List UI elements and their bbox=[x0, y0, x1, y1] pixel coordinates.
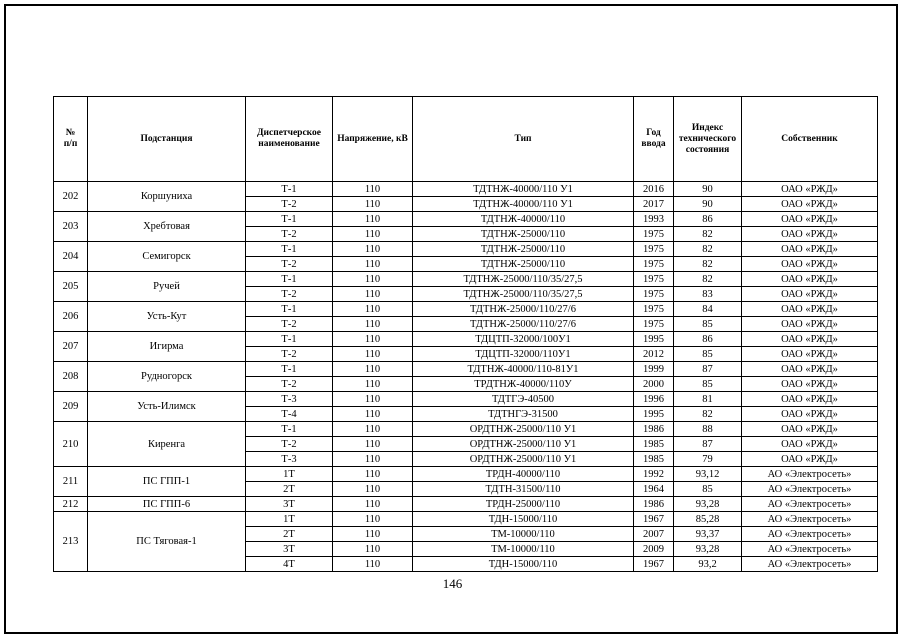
type-cell: ОРДТНЖ-25000/110 У1 bbox=[413, 422, 634, 437]
voltage-cell: 110 bbox=[333, 422, 413, 437]
condition-index-cell: 85 bbox=[674, 347, 742, 362]
condition-index-cell: 82 bbox=[674, 227, 742, 242]
table-row bbox=[54, 467, 878, 482]
row-number-cell: 205 bbox=[54, 272, 88, 302]
type-cell: ТДЦТП-32000/110У1 bbox=[413, 347, 634, 362]
row-number-cell: 207 bbox=[54, 332, 88, 362]
owner-cell: ОАО «РЖД» bbox=[742, 257, 878, 272]
year-cell: 1967 bbox=[634, 512, 674, 527]
row-number-cell: 208 bbox=[54, 362, 88, 392]
dispatch-name-cell: Т-1 bbox=[246, 182, 333, 197]
substation-name-cell: Усть-Илимск bbox=[88, 392, 246, 422]
condition-index-cell: 85,28 bbox=[674, 512, 742, 527]
year-cell: 1975 bbox=[634, 302, 674, 317]
dispatch-name-cell: Т-2 bbox=[246, 437, 333, 452]
owner-cell: ОАО «РЖД» bbox=[742, 452, 878, 467]
header-owner: Собственник bbox=[742, 97, 878, 182]
substation-name-cell: Игирма bbox=[88, 332, 246, 362]
owner-cell: ОАО «РЖД» bbox=[742, 392, 878, 407]
condition-index-cell: 85 bbox=[674, 377, 742, 392]
header-num: № п/п bbox=[54, 97, 88, 182]
header-voltage: Напряжение, кВ bbox=[333, 97, 413, 182]
type-cell: ТДТНЖ-25000/110/35/27,5 bbox=[413, 272, 634, 287]
type-cell: ТМ-10000/110 bbox=[413, 527, 634, 542]
year-cell: 1995 bbox=[634, 407, 674, 422]
owner-cell: ОАО «РЖД» bbox=[742, 182, 878, 197]
year-cell: 2017 bbox=[634, 197, 674, 212]
year-cell: 2007 bbox=[634, 527, 674, 542]
owner-cell: АО «Электросеть» bbox=[742, 482, 878, 497]
owner-cell: ОАО «РЖД» bbox=[742, 347, 878, 362]
owner-cell: ОАО «РЖД» bbox=[742, 407, 878, 422]
owner-cell: ОАО «РЖД» bbox=[742, 422, 878, 437]
owner-cell: ОАО «РЖД» bbox=[742, 332, 878, 347]
type-cell: ТДТНЖ-40000/110-81У1 bbox=[413, 362, 634, 377]
voltage-cell: 110 bbox=[333, 362, 413, 377]
table-header-row bbox=[54, 97, 878, 182]
year-cell: 1986 bbox=[634, 497, 674, 512]
dispatch-name-cell: Т-3 bbox=[246, 392, 333, 407]
condition-index-cell: 87 bbox=[674, 437, 742, 452]
substation-name-cell: Хребтовая bbox=[88, 212, 246, 242]
type-cell: ТДТНЖ-40000/110 У1 bbox=[413, 182, 634, 197]
substation-name-cell: Усть-Кут bbox=[88, 302, 246, 332]
header-substation: Подстанция bbox=[88, 97, 246, 182]
owner-cell: АО «Электросеть» bbox=[742, 557, 878, 572]
owner-cell: ОАО «РЖД» bbox=[742, 317, 878, 332]
owner-cell: ОАО «РЖД» bbox=[742, 212, 878, 227]
row-number-cell: 213 bbox=[54, 512, 88, 572]
condition-index-cell: 93,28 bbox=[674, 497, 742, 512]
page-number: 146 bbox=[442, 576, 463, 591]
table-row bbox=[54, 302, 878, 317]
substation-name-cell: ПС Тяговая-1 bbox=[88, 512, 246, 572]
condition-index-cell: 88 bbox=[674, 422, 742, 437]
type-cell: ТДТНЖ-25000/110 bbox=[413, 257, 634, 272]
voltage-cell: 110 bbox=[333, 377, 413, 392]
year-cell: 1999 bbox=[634, 362, 674, 377]
type-cell: ОРДТНЖ-25000/110 У1 bbox=[413, 437, 634, 452]
type-cell: ТРДТНЖ-40000/110У bbox=[413, 377, 634, 392]
condition-index-cell: 82 bbox=[674, 407, 742, 422]
condition-index-cell: 85 bbox=[674, 482, 742, 497]
row-number-cell: 206 bbox=[54, 302, 88, 332]
type-cell: ТДН-15000/110 bbox=[413, 557, 634, 572]
substation-name-cell: ПС ГПП-1 bbox=[88, 467, 246, 497]
year-cell: 2009 bbox=[634, 542, 674, 557]
dispatch-name-cell: 4Т bbox=[246, 557, 333, 572]
year-cell: 1967 bbox=[634, 557, 674, 572]
row-number-cell: 211 bbox=[54, 467, 88, 497]
year-cell: 1992 bbox=[634, 467, 674, 482]
header-year: Год ввода bbox=[634, 97, 674, 182]
voltage-cell: 110 bbox=[333, 332, 413, 347]
owner-cell: АО «Электросеть» bbox=[742, 467, 878, 482]
voltage-cell: 110 bbox=[333, 557, 413, 572]
owner-cell: ОАО «РЖД» bbox=[742, 302, 878, 317]
dispatch-name-cell: Т-2 bbox=[246, 227, 333, 242]
voltage-cell: 110 bbox=[333, 302, 413, 317]
year-cell: 1975 bbox=[634, 272, 674, 287]
dispatch-name-cell: Т-2 bbox=[246, 287, 333, 302]
condition-index-cell: 79 bbox=[674, 452, 742, 467]
dispatch-name-cell: Т-2 bbox=[246, 347, 333, 362]
table-row bbox=[54, 392, 878, 407]
voltage-cell: 110 bbox=[333, 512, 413, 527]
condition-index-cell: 83 bbox=[674, 287, 742, 302]
condition-index-cell: 82 bbox=[674, 257, 742, 272]
voltage-cell: 110 bbox=[333, 272, 413, 287]
table-row bbox=[54, 497, 878, 512]
table-row bbox=[54, 212, 878, 227]
condition-index-cell: 82 bbox=[674, 242, 742, 257]
owner-cell: АО «Электросеть» bbox=[742, 527, 878, 542]
owner-cell: ОАО «РЖД» bbox=[742, 242, 878, 257]
dispatch-name-cell: Т-4 bbox=[246, 407, 333, 422]
type-cell: ТДТНЖ-25000/110/27/6 bbox=[413, 317, 634, 332]
dispatch-name-cell: 3Т bbox=[246, 497, 333, 512]
type-cell: ТДТНЖ-40000/110 bbox=[413, 212, 634, 227]
condition-index-cell: 81 bbox=[674, 392, 742, 407]
voltage-cell: 110 bbox=[333, 287, 413, 302]
condition-index-cell: 86 bbox=[674, 212, 742, 227]
year-cell: 1964 bbox=[634, 482, 674, 497]
header-condition-index: Индекс технического состояния bbox=[674, 97, 742, 182]
condition-index-cell: 90 bbox=[674, 182, 742, 197]
row-number-cell: 210 bbox=[54, 422, 88, 467]
dispatch-name-cell: 2Т bbox=[246, 482, 333, 497]
voltage-cell: 110 bbox=[333, 407, 413, 422]
table-row bbox=[54, 362, 878, 377]
voltage-cell: 110 bbox=[333, 542, 413, 557]
owner-cell: ОАО «РЖД» bbox=[742, 227, 878, 242]
voltage-cell: 110 bbox=[333, 452, 413, 467]
year-cell: 1996 bbox=[634, 392, 674, 407]
type-cell: ТДЦТП-32000/100У1 bbox=[413, 332, 634, 347]
owner-cell: ОАО «РЖД» bbox=[742, 362, 878, 377]
owner-cell: АО «Электросеть» bbox=[742, 542, 878, 557]
substation-name-cell: Рудногорск bbox=[88, 362, 246, 392]
condition-index-cell: 86 bbox=[674, 332, 742, 347]
header-dispatch-name: Диспетчерское наименование bbox=[246, 97, 333, 182]
table-row bbox=[54, 332, 878, 347]
owner-cell: ОАО «РЖД» bbox=[742, 377, 878, 392]
table-row bbox=[54, 242, 878, 257]
type-cell: ТДН-15000/110 bbox=[413, 512, 634, 527]
type-cell: ТДТНГЭ-31500 bbox=[413, 407, 634, 422]
substation-name-cell: Коршуниха bbox=[88, 182, 246, 212]
substation-name-cell: Семигорск bbox=[88, 242, 246, 272]
dispatch-name-cell: Т-1 bbox=[246, 272, 333, 287]
condition-index-cell: 84 bbox=[674, 302, 742, 317]
year-cell: 1975 bbox=[634, 287, 674, 302]
dispatch-name-cell: Т-2 bbox=[246, 317, 333, 332]
year-cell: 2000 bbox=[634, 377, 674, 392]
dispatch-name-cell: Т-3 bbox=[246, 452, 333, 467]
dispatch-name-cell: Т-2 bbox=[246, 377, 333, 392]
dispatch-name-cell: Т-1 bbox=[246, 302, 333, 317]
year-cell: 1975 bbox=[634, 317, 674, 332]
condition-index-cell: 85 bbox=[674, 317, 742, 332]
dispatch-name-cell: Т-1 bbox=[246, 212, 333, 227]
dispatch-name-cell: Т-1 bbox=[246, 422, 333, 437]
owner-cell: ОАО «РЖД» bbox=[742, 197, 878, 212]
row-number-cell: 204 bbox=[54, 242, 88, 272]
table-body bbox=[54, 182, 878, 572]
condition-index-cell: 93,12 bbox=[674, 467, 742, 482]
voltage-cell: 110 bbox=[333, 347, 413, 362]
voltage-cell: 110 bbox=[333, 227, 413, 242]
voltage-cell: 110 bbox=[333, 482, 413, 497]
year-cell: 1993 bbox=[634, 212, 674, 227]
year-cell: 1986 bbox=[634, 422, 674, 437]
condition-index-cell: 87 bbox=[674, 362, 742, 377]
dispatch-name-cell: 3Т bbox=[246, 542, 333, 557]
year-cell: 1985 bbox=[634, 452, 674, 467]
year-cell: 1975 bbox=[634, 242, 674, 257]
header-type: Тип bbox=[413, 97, 634, 182]
row-number-cell: 202 bbox=[54, 182, 88, 212]
type-cell: ТДТНЖ-40000/110 У1 bbox=[413, 197, 634, 212]
row-number-cell: 203 bbox=[54, 212, 88, 242]
voltage-cell: 110 bbox=[333, 197, 413, 212]
voltage-cell: 110 bbox=[333, 242, 413, 257]
owner-cell: ОАО «РЖД» bbox=[742, 287, 878, 302]
year-cell: 2016 bbox=[634, 182, 674, 197]
voltage-cell: 110 bbox=[333, 527, 413, 542]
voltage-cell: 110 bbox=[333, 212, 413, 227]
table-row bbox=[54, 272, 878, 287]
substation-name-cell: Киренга bbox=[88, 422, 246, 467]
owner-cell: АО «Электросеть» bbox=[742, 512, 878, 527]
condition-index-cell: 93,37 bbox=[674, 527, 742, 542]
type-cell: ТДТНЖ-25000/110/35/27,5 bbox=[413, 287, 634, 302]
type-cell: ТДТНЖ-25000/110 bbox=[413, 227, 634, 242]
dispatch-name-cell: 1Т bbox=[246, 512, 333, 527]
type-cell: ТМ-10000/110 bbox=[413, 542, 634, 557]
table-row bbox=[54, 512, 878, 527]
type-cell: ОРДТНЖ-25000/110 У1 bbox=[413, 452, 634, 467]
substation-name-cell: ПС ГПП-6 bbox=[88, 497, 246, 512]
type-cell: ТДТН-31500/110 bbox=[413, 482, 634, 497]
condition-index-cell: 93,2 bbox=[674, 557, 742, 572]
year-cell: 1985 bbox=[634, 437, 674, 452]
year-cell: 1975 bbox=[634, 257, 674, 272]
table-row bbox=[54, 182, 878, 197]
dispatch-name-cell: Т-1 bbox=[246, 362, 333, 377]
condition-index-cell: 93,28 bbox=[674, 542, 742, 557]
substation-table bbox=[53, 96, 878, 572]
type-cell: ТДТГЭ-40500 bbox=[413, 392, 634, 407]
dispatch-name-cell: Т-1 bbox=[246, 332, 333, 347]
row-number-cell: 212 bbox=[54, 497, 88, 512]
voltage-cell: 110 bbox=[333, 467, 413, 482]
table-row bbox=[54, 422, 878, 437]
voltage-cell: 110 bbox=[333, 392, 413, 407]
dispatch-name-cell: Т-2 bbox=[246, 257, 333, 272]
voltage-cell: 110 bbox=[333, 497, 413, 512]
type-cell: ТРДН-40000/110 bbox=[413, 467, 634, 482]
year-cell: 1995 bbox=[634, 332, 674, 347]
dispatch-name-cell: Т-1 bbox=[246, 242, 333, 257]
owner-cell: АО «Электросеть» bbox=[742, 497, 878, 512]
condition-index-cell: 82 bbox=[674, 272, 742, 287]
type-cell: ТДТНЖ-25000/110 bbox=[413, 242, 634, 257]
owner-cell: ОАО «РЖД» bbox=[742, 272, 878, 287]
type-cell: ТДТНЖ-25000/110/27/6 bbox=[413, 302, 634, 317]
voltage-cell: 110 bbox=[333, 257, 413, 272]
year-cell: 2012 bbox=[634, 347, 674, 362]
type-cell: ТРДН-25000/110 bbox=[413, 497, 634, 512]
owner-cell: ОАО «РЖД» bbox=[742, 437, 878, 452]
condition-index-cell: 90 bbox=[674, 197, 742, 212]
voltage-cell: 110 bbox=[333, 182, 413, 197]
year-cell: 1975 bbox=[634, 227, 674, 242]
voltage-cell: 110 bbox=[333, 437, 413, 452]
row-number-cell: 209 bbox=[54, 392, 88, 422]
substation-name-cell: Ручей bbox=[88, 272, 246, 302]
dispatch-name-cell: 1Т bbox=[246, 467, 333, 482]
dispatch-name-cell: 2Т bbox=[246, 527, 333, 542]
dispatch-name-cell: Т-2 bbox=[246, 197, 333, 212]
voltage-cell: 110 bbox=[333, 317, 413, 332]
